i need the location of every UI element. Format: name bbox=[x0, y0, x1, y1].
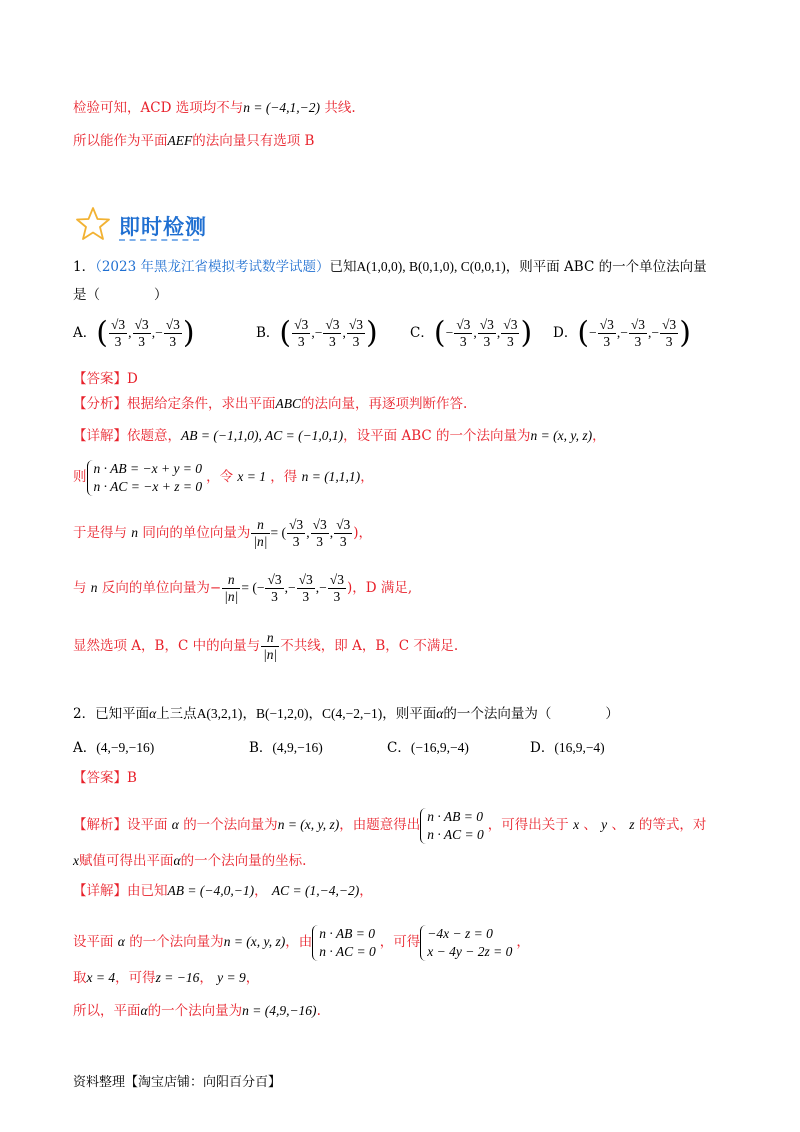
fraction bbox=[323, 317, 341, 350]
den: 3 bbox=[603, 334, 611, 349]
text: 取 bbox=[73, 970, 87, 986]
text: 反向的单位向量为− bbox=[101, 580, 222, 596]
sign: − bbox=[589, 325, 597, 340]
q2-detail bbox=[73, 881, 760, 901]
q2-conclusion bbox=[73, 1001, 760, 1021]
text: ， bbox=[359, 883, 373, 899]
text: 【详解】由已知 bbox=[73, 883, 168, 899]
text: ，设平面 ABC 的一个法向量为 bbox=[343, 428, 531, 444]
text: 的一个法向量为 bbox=[147, 1003, 243, 1019]
text: ， bbox=[245, 970, 260, 986]
num: √3 bbox=[312, 517, 327, 532]
text: )， bbox=[353, 525, 373, 541]
math: n = (−4,1,−2) bbox=[243, 100, 321, 115]
text: 显然选项 A，B，C 中的向量与 bbox=[73, 638, 261, 654]
den: 3 bbox=[634, 334, 642, 349]
text: ，由题意得出 bbox=[339, 817, 421, 833]
fraction bbox=[334, 517, 352, 550]
q1-stem-line2: 是（ ） bbox=[73, 287, 168, 303]
text: )，D 满足, bbox=[346, 580, 413, 596]
fraction bbox=[311, 517, 329, 550]
num: √3 bbox=[503, 317, 518, 332]
q1-conclusion bbox=[73, 625, 760, 667]
q1-option-c: C．(− $\frac{√3}{3}$ , $\frac{√3}{3}$ , $\frac{√3}{3}$ ) bbox=[410, 315, 533, 351]
text: ， bbox=[592, 428, 606, 444]
math: α bbox=[117, 934, 125, 949]
sign: ,− bbox=[616, 325, 628, 340]
num: √3 bbox=[662, 317, 677, 332]
text: 赋值可得出平面 bbox=[79, 853, 174, 869]
text: 的一个法向量为 bbox=[183, 817, 278, 833]
math: z = −16 bbox=[155, 970, 200, 985]
text: ，可得 bbox=[115, 970, 156, 986]
fraction bbox=[629, 317, 647, 350]
text: ，得 bbox=[270, 469, 298, 485]
sign: ,− bbox=[311, 325, 323, 340]
equation-system bbox=[420, 808, 488, 844]
text: 于是得与 bbox=[73, 525, 127, 541]
den: |n| bbox=[224, 589, 239, 604]
math: A(3,2,1) bbox=[196, 706, 243, 721]
q1-same-direction: 于是得与 n 同向的单位向量为 $\frac{n}{|n|}$ = ( $\frac{√3}{3}$ , $\frac{√3}{3}$ , $\frac{√3}{3}$ )， bbox=[73, 517, 373, 549]
q2-option-a bbox=[73, 736, 154, 756]
text: 上三点 bbox=[156, 706, 197, 722]
math: x bbox=[573, 817, 580, 832]
fraction bbox=[501, 317, 519, 350]
den: 3 bbox=[665, 334, 673, 349]
eq: n · AB = −x + y = 0 bbox=[93, 460, 203, 476]
den: 3 bbox=[459, 334, 467, 349]
title-underline bbox=[119, 239, 199, 241]
text: 与 bbox=[73, 580, 87, 596]
den: 3 bbox=[506, 334, 514, 349]
math: n = (1,1,1) bbox=[301, 469, 361, 484]
option-label: A． bbox=[73, 325, 97, 341]
option-label: B． bbox=[249, 740, 273, 756]
num: √3 bbox=[294, 317, 309, 332]
eq: x − 4y − 2z = 0 bbox=[427, 943, 513, 959]
fraction bbox=[478, 317, 496, 350]
q1-system-line bbox=[73, 455, 760, 499]
fraction bbox=[265, 572, 283, 605]
math: = (− bbox=[241, 580, 265, 595]
math: α bbox=[173, 853, 181, 868]
option-label: D． bbox=[530, 740, 555, 756]
option-value: (4,−9,−16) bbox=[96, 740, 155, 755]
num: n bbox=[222, 572, 240, 589]
text: 【详解】依题意， bbox=[73, 428, 181, 444]
num: n bbox=[251, 517, 269, 534]
q2-analysis-2 bbox=[73, 851, 760, 871]
math: AEF bbox=[167, 133, 193, 148]
option-label: A． bbox=[73, 740, 97, 756]
sign: ,− bbox=[648, 325, 660, 340]
q2-stem: 2．已知平面α上三点A(3,2,1)，B(−1,2,0)，C(4,−2,−1)，则平面α的一个法向量为（ ） bbox=[73, 706, 619, 722]
q1-opposite-direction: 与 n 反向的单位向量为− $\frac{n}{|n|}$ = (− $\frac{√3}{3}$ ,− $\frac{√3}{3}$ ,− $\frac{√3}{3}$ )，D 满足, bbox=[73, 572, 413, 604]
fraction bbox=[292, 317, 310, 350]
text: ，可得 bbox=[379, 934, 421, 950]
option-label: C． bbox=[387, 740, 411, 756]
equation-system bbox=[87, 460, 207, 496]
q2-take bbox=[73, 968, 760, 988]
math: α bbox=[140, 1003, 148, 1018]
intro-line-2 bbox=[73, 131, 760, 151]
math: B(−1,2,0) bbox=[255, 706, 309, 721]
math: z bbox=[629, 817, 635, 832]
num: √3 bbox=[336, 517, 351, 532]
text: 不共线，即 A，B，C 不满足. bbox=[280, 638, 459, 654]
q1-detail bbox=[73, 426, 760, 446]
text: 的一个法向量为 bbox=[129, 934, 224, 950]
num: √3 bbox=[289, 517, 304, 532]
fraction bbox=[251, 517, 269, 550]
fraction bbox=[660, 317, 678, 350]
text: 、 bbox=[611, 817, 625, 833]
text: 的法向量只有选项 B bbox=[192, 133, 315, 149]
math: n = (x, y, z) bbox=[223, 934, 286, 949]
intro-line-1 bbox=[73, 98, 760, 118]
fraction bbox=[297, 572, 315, 605]
sign: , bbox=[473, 325, 477, 340]
text: ， bbox=[516, 934, 530, 950]
math: n = (x, y, z) bbox=[530, 428, 593, 443]
option-value: (−16,9,−4) bbox=[410, 740, 469, 755]
math: AB = (−4,0,−1) bbox=[167, 883, 255, 898]
text: 检验可知，ACD 选项均不与 bbox=[73, 100, 244, 116]
sign: , bbox=[128, 325, 132, 340]
text: 同向的单位向量为 bbox=[142, 525, 251, 541]
den: 3 bbox=[329, 334, 336, 349]
fraction bbox=[347, 317, 365, 350]
num: √3 bbox=[348, 317, 364, 332]
text: 则 bbox=[73, 469, 87, 485]
option-label: C． bbox=[410, 325, 434, 341]
equation-system bbox=[420, 925, 516, 961]
eq: −4x − z = 0 bbox=[427, 925, 493, 941]
fraction bbox=[164, 317, 182, 350]
star-icon bbox=[74, 205, 112, 243]
option-label: D． bbox=[553, 325, 578, 341]
text: 所以能作为平面 bbox=[73, 133, 168, 149]
fraction bbox=[261, 630, 279, 663]
num: √3 bbox=[599, 317, 614, 332]
num: √3 bbox=[630, 317, 646, 332]
footer-note: 资料整理【淘宝店铺：向阳百分百】 bbox=[73, 1075, 282, 1090]
q2-option-d bbox=[530, 736, 605, 756]
section-header bbox=[74, 203, 214, 243]
math: x bbox=[73, 853, 79, 868]
text: 设平面 bbox=[73, 934, 114, 950]
eq: n · AB = 0 bbox=[427, 808, 484, 824]
den: 3 bbox=[138, 334, 145, 349]
math: AC = (1,−4,−2) bbox=[271, 883, 360, 898]
math: y = 9 bbox=[217, 970, 246, 985]
math: ABC bbox=[275, 396, 301, 411]
math: x = 1 bbox=[237, 469, 266, 484]
text: 共线. bbox=[320, 100, 356, 116]
math: n bbox=[131, 525, 139, 540]
equation-system bbox=[312, 925, 380, 961]
den: 3 bbox=[352, 334, 360, 349]
text: ，可得出关于 bbox=[487, 817, 569, 833]
math: n = (x, y, z) bbox=[277, 817, 340, 832]
num: √3 bbox=[456, 317, 471, 332]
num: √3 bbox=[110, 317, 126, 332]
fraction bbox=[287, 517, 305, 550]
text: ， bbox=[254, 883, 268, 899]
math: = ( bbox=[270, 525, 287, 540]
sign: ,− bbox=[151, 325, 163, 340]
math: C(4,−2,−1) bbox=[322, 706, 383, 721]
option-value: (16,9,−4) bbox=[554, 740, 605, 755]
num: √3 bbox=[267, 572, 282, 587]
den: 3 bbox=[483, 334, 491, 349]
num: √3 bbox=[325, 317, 340, 332]
math: α bbox=[171, 817, 179, 832]
sign: , bbox=[342, 325, 346, 340]
eq: n · AB = 0 bbox=[319, 925, 376, 941]
sign: , bbox=[496, 325, 501, 340]
text: ，则平面 ABC 的一个单位法向量 bbox=[505, 259, 707, 275]
math: n = (4,9,−16) bbox=[242, 1003, 317, 1018]
num: √3 bbox=[165, 317, 180, 332]
den: 3 bbox=[302, 589, 310, 604]
num: √3 bbox=[134, 317, 149, 332]
fraction bbox=[222, 572, 240, 605]
q2-answer: 【答案】B bbox=[73, 770, 137, 786]
text: ， bbox=[360, 469, 374, 485]
option-value: (4,9,−16) bbox=[272, 740, 323, 755]
text: ，令 bbox=[206, 469, 234, 485]
text: ，则平面 bbox=[382, 706, 437, 722]
eq: n · AC = 0 bbox=[319, 943, 376, 959]
q1-answer: 【答案】D bbox=[73, 371, 138, 387]
fraction bbox=[133, 317, 151, 350]
q1-number: 1． bbox=[73, 259, 96, 275]
den: 3 bbox=[271, 589, 278, 604]
text: . bbox=[316, 1003, 321, 1019]
q1-option-b: B．( $\frac{√3}{3}$ ,− $\frac{√3}{3}$ , $\frac{√3}{3}$ ) bbox=[256, 315, 378, 351]
den: 3 bbox=[339, 534, 347, 549]
den: 3 bbox=[169, 334, 177, 349]
section-title: 即时检测 bbox=[119, 215, 207, 239]
text: ，由 bbox=[285, 934, 313, 950]
q2-option-c bbox=[387, 736, 469, 756]
text: 所以，平面 bbox=[73, 1003, 141, 1019]
math: A(1,0,0), B(0,1,0), C(0,0,1) bbox=[356, 259, 506, 274]
sign: − bbox=[445, 325, 454, 340]
num: √3 bbox=[479, 317, 494, 332]
math: y bbox=[601, 817, 608, 832]
math: x = 4 bbox=[86, 970, 116, 985]
q1-option-d: D．(− $\frac{√3}{3}$ ,− $\frac{√3}{3}$ ,− $\frac{√3}{3}$ ) bbox=[553, 315, 691, 351]
fraction bbox=[109, 317, 127, 350]
q2-set-normal bbox=[73, 920, 760, 964]
text: 、 bbox=[583, 817, 597, 833]
text: 已知 bbox=[329, 259, 357, 275]
q1-source: （2023 年黑龙江省模拟考试数学试题） bbox=[95, 259, 330, 275]
text: 的一个法向量为（ ） bbox=[443, 706, 619, 722]
q1-option-a: A．( $\frac{√3}{3}$ , $\frac{√3}{3}$ ,− $\frac{√3}{3}$ ) bbox=[73, 315, 195, 351]
q1-analysis bbox=[73, 394, 760, 414]
den: 3 bbox=[114, 334, 122, 349]
text: 的等式，对 bbox=[638, 817, 707, 833]
text: 已知平面 bbox=[95, 706, 150, 722]
text: 的一个法向量的坐标. bbox=[180, 853, 307, 869]
math: α bbox=[149, 706, 157, 721]
fraction bbox=[328, 572, 346, 605]
num: √3 bbox=[329, 572, 344, 587]
text: ， bbox=[199, 970, 213, 986]
den: |n| bbox=[263, 647, 278, 662]
q2-analysis-1 bbox=[73, 803, 760, 847]
den: 3 bbox=[333, 589, 341, 604]
text: 的法向量，再逐项判断作答. bbox=[301, 396, 468, 412]
num: n bbox=[261, 630, 279, 647]
den: 3 bbox=[316, 534, 324, 549]
num: √3 bbox=[298, 572, 313, 587]
den: 3 bbox=[297, 334, 305, 349]
text: 【分析】根据给定条件，求出平面 bbox=[73, 396, 276, 412]
option-label: B． bbox=[256, 325, 280, 341]
text: 【解析】设平面 bbox=[73, 817, 168, 833]
q2-option-b bbox=[249, 736, 323, 756]
den: 3 bbox=[292, 534, 300, 549]
eq: n · AC = −x + z = 0 bbox=[93, 478, 203, 494]
math: AB = (−1,1,0), AC = (−1,0,1) bbox=[181, 428, 344, 443]
math: α bbox=[436, 706, 444, 721]
math: n bbox=[90, 580, 98, 595]
eq: n · AC = 0 bbox=[427, 826, 484, 842]
q1-stem bbox=[73, 257, 760, 277]
den: |n| bbox=[253, 534, 268, 549]
q2-number: 2． bbox=[73, 706, 96, 722]
fraction bbox=[454, 317, 472, 350]
fraction bbox=[598, 317, 616, 350]
